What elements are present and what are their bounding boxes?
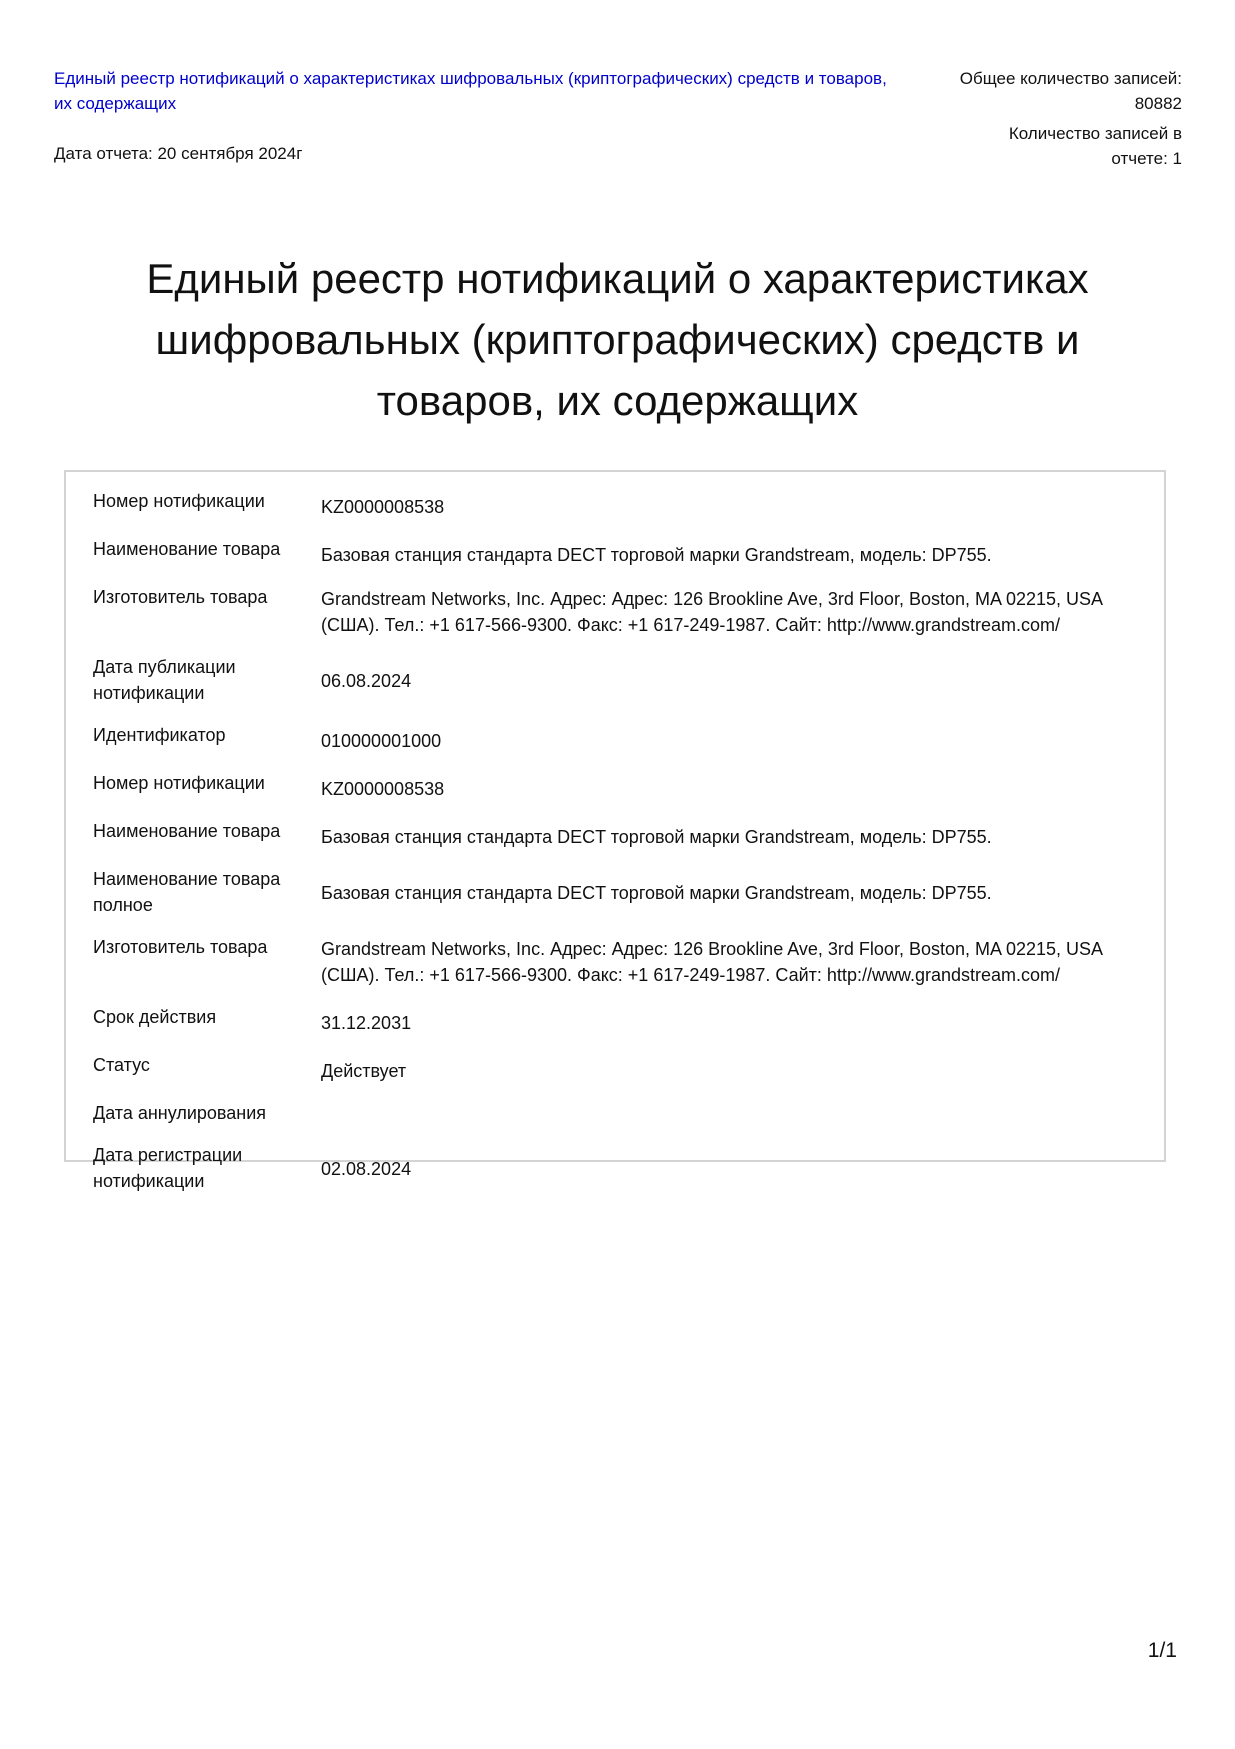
field-value: Grandstream Networks, Inc. Адрес: Адрес: 126 Brookline Ave, 3rd Floor, Boston, MA 02215, USA (США). Тел.: +1 617-566-9300. Факс: +1 617-249-1987. Сайт: http://www.grandstream.com/ [321,939,1103,985]
field-value: Базовая станция стандарта DECT торговой марки Grandstream, модель: DP755. [321,545,992,565]
field-value: 06.08.2024 [321,671,412,691]
total-records-value: 80882 [1134,94,1182,113]
page-title: Единый реестр нотификаций о характеристиках шифровальных (криптографических) средств и товаров, их содержащих [146,255,1089,424]
field-value: 02.08.2024 [321,1159,412,1179]
field-value: Базовая станция стандарта DECT торговой марки Grandstream, модель: DP755. [321,827,992,847]
record-row [93,722,1163,754]
record-row [93,934,1163,988]
field-label: Номер нотификации [93,491,265,511]
record-row [93,1100,1163,1126]
field-value: 31.12.2031 [321,1013,412,1033]
record-fields [93,488,1163,1210]
field-value [321,1110,1163,1116]
field-label: Срок действия [93,1007,217,1027]
notification-record [64,470,1166,1191]
field-label: Наименование товара [93,821,281,841]
report-records-value: отчете: 1 [1111,149,1182,168]
field-label: Номер нотификации [93,773,265,793]
total-records [922,66,1182,116]
record-row [93,818,1163,850]
record-row [93,654,1163,706]
field-label: Идентификатор [93,725,226,745]
field-value: 010000001000 [321,731,442,751]
registry-title-link[interactable]: Единый реестр нотификаций о характеристиках шифровальных (криптографических) средств и товаров, их содержащих [54,69,887,113]
field-label: Дата публикации нотификации [93,657,236,703]
record-row [93,866,1163,918]
record-row [93,1142,1163,1194]
field-value: KZ0000008538 [321,779,445,799]
field-label: Наименование товара полное [93,869,281,915]
field-label: Изготовитель товара [93,937,268,957]
record-row [93,1004,1163,1036]
total-records-label: Общее количество записей: [959,69,1182,88]
field-value: Grandstream Networks, Inc. Адрес: Адрес: 126 Brookline Ave, 3rd Floor, Boston, MA 02215, USA (США). Тел.: +1 617-566-9300. Факс: +1 617-249-1987. Сайт: http://www.grandstream.com/ [321,589,1103,635]
record-row [93,770,1163,802]
page-number: 1/1 [1147,1639,1177,1662]
field-value: Базовая станция стандарта DECT торговой марки Grandstream, модель: DP755. [321,883,992,903]
field-value: Действует [321,1061,407,1081]
field-label: Наименование товара [93,539,281,559]
field-label: Дата регистрации нотификации [93,1145,243,1191]
field-label: Изготовитель товара [93,587,268,607]
report-header-left [54,66,904,166]
record-row [93,584,1163,638]
report-date: Дата отчета: 20 сентября 2024г [54,144,303,163]
record-row [93,536,1163,568]
record-row [93,488,1163,520]
report-records [922,121,1182,171]
field-value: KZ0000008538 [321,497,445,517]
report-records-label: Количество записей в [1008,124,1182,143]
record-counts [922,66,1182,176]
field-label: Статус [93,1055,150,1075]
record-row [93,1052,1163,1084]
field-label: Дата аннулирования [93,1103,267,1123]
